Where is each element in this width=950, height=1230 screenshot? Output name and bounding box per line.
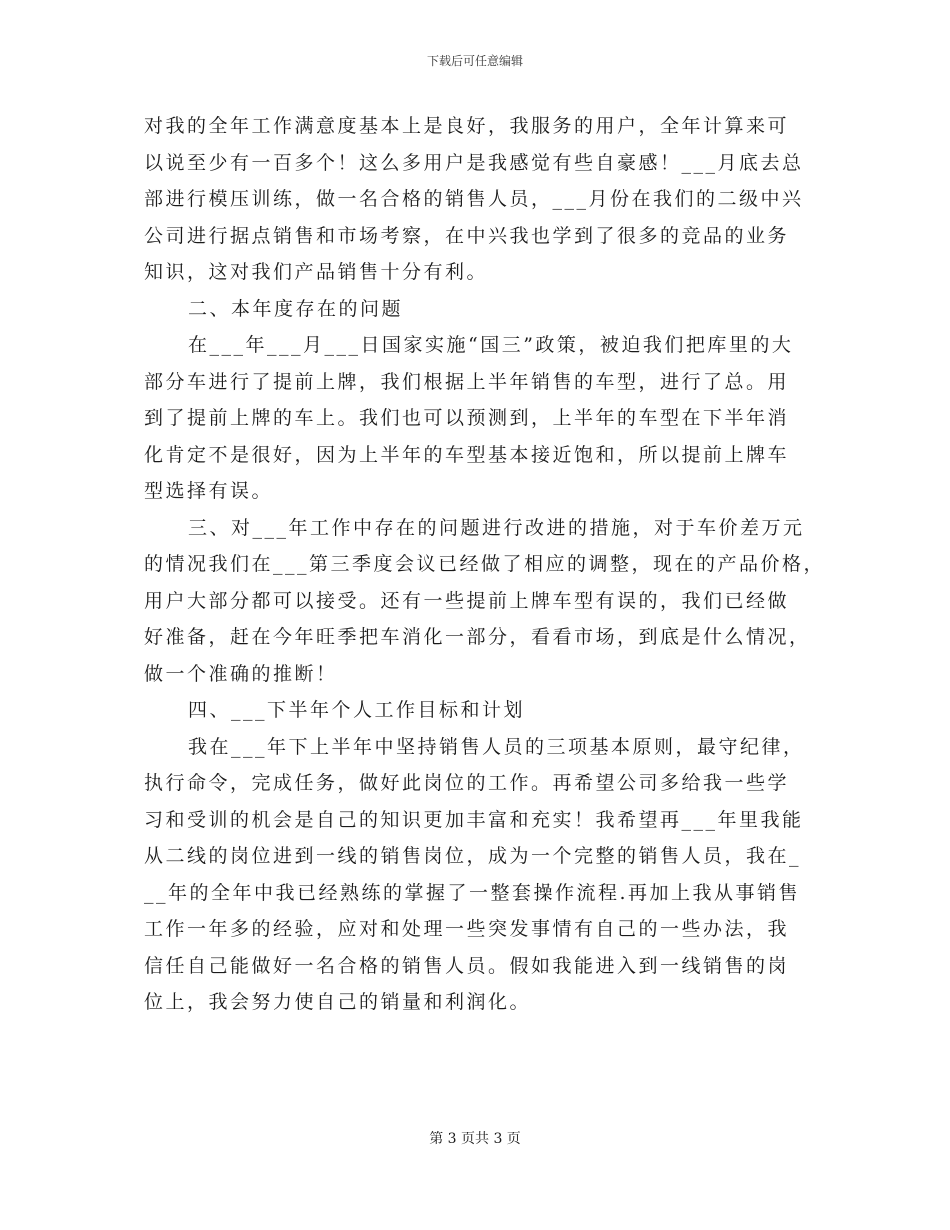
- section-heading: 四、___下半年个人工作目标和计划: [188, 699, 526, 721]
- section-heading: 三、对___年工作中存在的问题进行改进的措施，对于车价差万元: [188, 516, 805, 539]
- text-line: 习和受训的机会是自己的知识更加丰富和充实！我希望再___年里我能: [144, 808, 804, 831]
- text-line: __年的全年中我已经熟练的掌握了一整套操作流程.再加上我从事销售: [144, 881, 801, 904]
- text-line: 做一个准确的推断！: [144, 662, 338, 685]
- text-line: 型选择有误。: [144, 480, 274, 502]
- page-footer: 第 3 页共 3 页: [429, 1131, 521, 1147]
- text-line: 执行命令，完成任务，做好此岗位的工作。再希望公司多给我一些学: [144, 772, 790, 794]
- text-line: 到了提前上牌的车上。我们也可以预测到，上半年的车型在下半年消: [144, 407, 790, 429]
- paragraph-first-line: 我在___年下上半年中坚持销售人员的三项基本原则，最守纪律，: [188, 735, 805, 758]
- text-line: 对我的全年工作满意度基本上是良好，我服务的用户，全年计算来可: [144, 115, 790, 137]
- text-line: 部分车进行了提前上牌，我们根据上半年销售的车型，进行了总。用: [144, 370, 790, 393]
- text-line: 部进行模压训练，做一名合格的销售人员，___月份在我们的二级中兴: [144, 188, 804, 210]
- section-heading: 二、本年度存在的问题: [188, 297, 404, 320]
- text-line: 化肯定不是很好，因为上半年的车型基本接近饱和，所以提前上牌车: [144, 443, 790, 466]
- text-line: 从二线的岗位进到一线的销售岗位，成为一个完整的销售人员，我在_: [144, 845, 802, 867]
- document-body: [144, 108, 826, 1021]
- text-line: 位上，我会努力使自己的销量和利润化。: [144, 991, 532, 1013]
- text-line: 知识，这对我们产品销售十分有利。: [144, 261, 489, 283]
- text-line: 信任自己能做好一名合格的销售人员。假如我能进入到一线销售的岗: [144, 954, 790, 977]
- text-line: 用户大部分都可以接受。还有一些提前上牌车型有误的，我们已经做: [144, 589, 790, 612]
- paragraph-first-line: 在___年___月___日国家实施“国三”政策，被迫我们把库里的大: [188, 334, 794, 356]
- text-line: 以说至少有一百多个！这么多用户是我感觉有些自豪感！___月底去总: [144, 151, 804, 174]
- text-line: 公司进行据点销售和市场考察，在中兴我也学到了很多的竞品的业务: [144, 224, 790, 247]
- page-header: 下载后可任意编辑: [426, 54, 523, 68]
- text-line: 好准备，赶在今年旺季把车消化一部分，看看市场，到底是什么情况，: [144, 626, 811, 648]
- text-line: 的情况我们在___第三季度会议已经做了相应的调整，现在的产品价格，: [144, 553, 826, 575]
- text-line: 工作一年多的经验，应对和处理一些突发事情有自己的一些办法，我: [144, 918, 790, 940]
